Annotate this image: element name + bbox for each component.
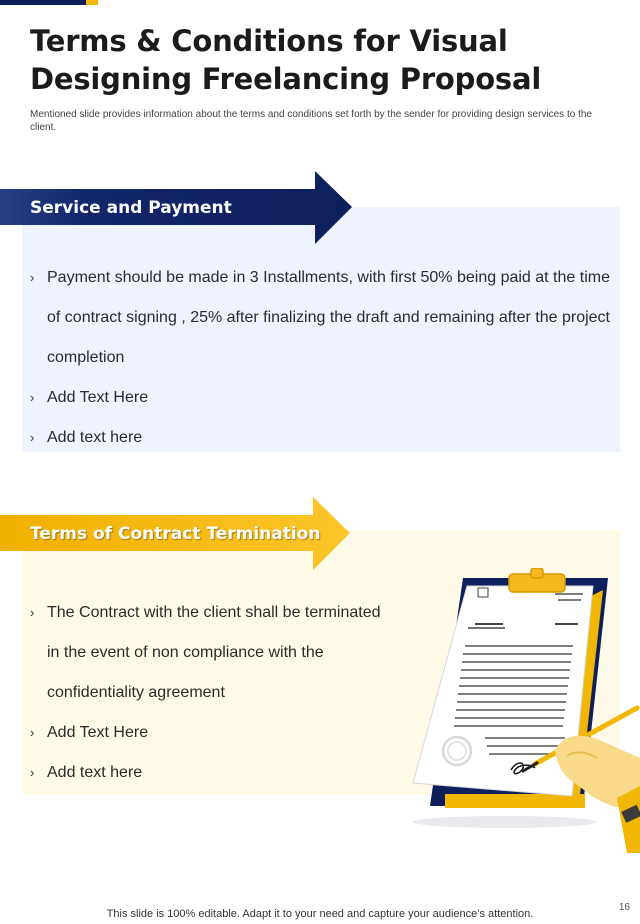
chevron-right-icon: › [30,725,35,740]
list-item [30,378,615,418]
service-payment-list [30,258,615,458]
bullet-text: Add text here [47,764,143,781]
section-label-service-payment: Service and Payment [30,198,232,218]
page-title: Terms & Conditions for Visual Designing Freelancing Proposal [30,24,542,96]
chevron-right-icon: › [30,390,35,405]
contract-termination-list [30,593,390,793]
bullet-text: Payment should be made in 3 Installments, with first 50% being paid at the time of contract signing , 25% after finalizing the draft and remaining after the project completion [47,269,610,366]
chevron-right-icon: › [30,270,35,285]
accent-bar-gold [86,0,98,5]
bullet-text: The Contract with the client shall be terminated in the event of non compliance with the confidentiality agreement [47,604,381,701]
page-subtitle: Mentioned slide provides information about the terms and conditions set forth by the sender for providing design services to the client. [30,109,592,133]
list-item [30,713,390,753]
page-number: 16 [618,902,630,913]
accent-bar-navy [0,0,86,5]
footer-note: This slide is 100% editable. Adapt it to your need and capture your audience’s attention. [106,908,534,920]
bullet-text: Add Text Here [47,724,149,741]
chevron-right-icon: › [30,765,35,780]
section-label-contract-termination: Terms of Contract Termination [30,524,321,544]
bullet-text: Add Text Here [47,389,149,406]
chevron-right-icon: › [30,430,35,445]
list-item [30,593,390,713]
bullet-text: Add text here [47,429,143,446]
clipboard-contract-icon [405,568,640,853]
list-item [30,418,615,458]
list-item [30,753,390,793]
chevron-right-icon: › [30,605,35,620]
list-item [30,258,615,378]
